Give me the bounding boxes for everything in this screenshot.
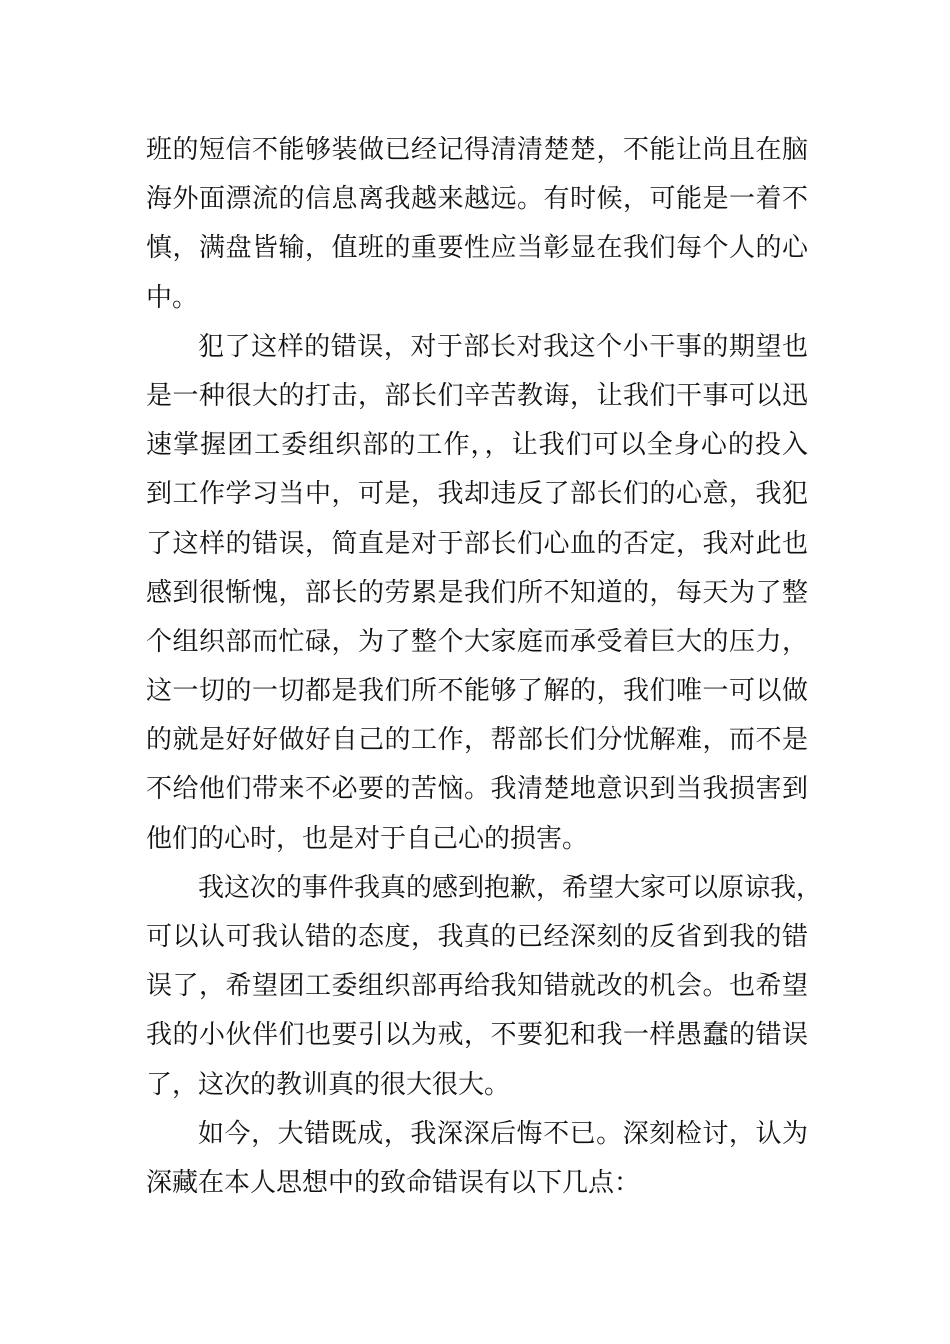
- text-line: 到工作学习当中，可是，我却违反了部长们的心意，我犯: [146, 479, 808, 510]
- text-line: 这一切的一切都是我们所不能够了解的，我们唯一可以做: [146, 676, 808, 707]
- paragraph-4: [146, 1110, 808, 1208]
- document-body: [146, 126, 823, 1208]
- text-line: 慎，满盘皆输，值班的重要性应当彰显在我们每个人的心: [146, 233, 808, 264]
- text-line: 深藏在本人思想中的致命错误有以下几点：: [146, 1167, 641, 1198]
- text-line: 了这样的错误，简直是对于部长们心血的否定，我对此也: [146, 528, 808, 559]
- text-line: 他们的心时，也是对于自己心的损害。: [146, 823, 589, 854]
- text-line: 感到很惭愧，部长的劳累是我们所不知道的，每天为了整: [146, 577, 808, 608]
- text-line: 可以认可我认错的态度，我真的已经深刻的反省到我的错: [146, 922, 808, 952]
- paragraph-3: [146, 864, 823, 1110]
- text-line: 海外面漂流的信息离我越来越远。有时候，可能是一着不: [146, 184, 808, 215]
- text-line: 如今，大错既成，我深深后悔不已。深刻检讨，认为: [198, 1118, 808, 1149]
- text-line: 个组织部而忙碌，为了整个大家庭而承受着巨大的压力，: [146, 626, 808, 657]
- text-line: 犯了这样的错误，对于部长对我这个小干事的期望也: [198, 331, 808, 362]
- text-line: 不给他们带来不必要的苦恼。我清楚地意识到当我损害到: [146, 774, 808, 805]
- text-line: 是一种很大的打击，部长们辛苦教诲，让我们干事可以迅: [146, 380, 808, 411]
- paragraph-1: [146, 126, 808, 323]
- text-line: 的就是好好做好自己的工作，帮部长们分忧解难，而不是: [146, 725, 808, 756]
- text-line: 我这次的事件我真的感到抱歉，希望大家可以原谅我，: [198, 872, 823, 903]
- text-line: 我的小伙伴们也要引以为戒，不要犯和我一样愚蠢的错误: [146, 1020, 808, 1051]
- text-line: 班的短信不能够装做已经记得清清楚楚，不能让尚且在脑: [146, 135, 808, 165]
- paragraph-2: [146, 323, 808, 864]
- text-line: 误了，希望团工委组织部再给我知错就改的机会。也希望: [146, 971, 808, 1002]
- text-line: 了，这次的教训真的很大很大。: [146, 1069, 511, 1100]
- text-line: 中。: [146, 282, 199, 313]
- text-line: 速掌握团工委组织部的工作，，让我们可以全身心的投入: [146, 430, 808, 461]
